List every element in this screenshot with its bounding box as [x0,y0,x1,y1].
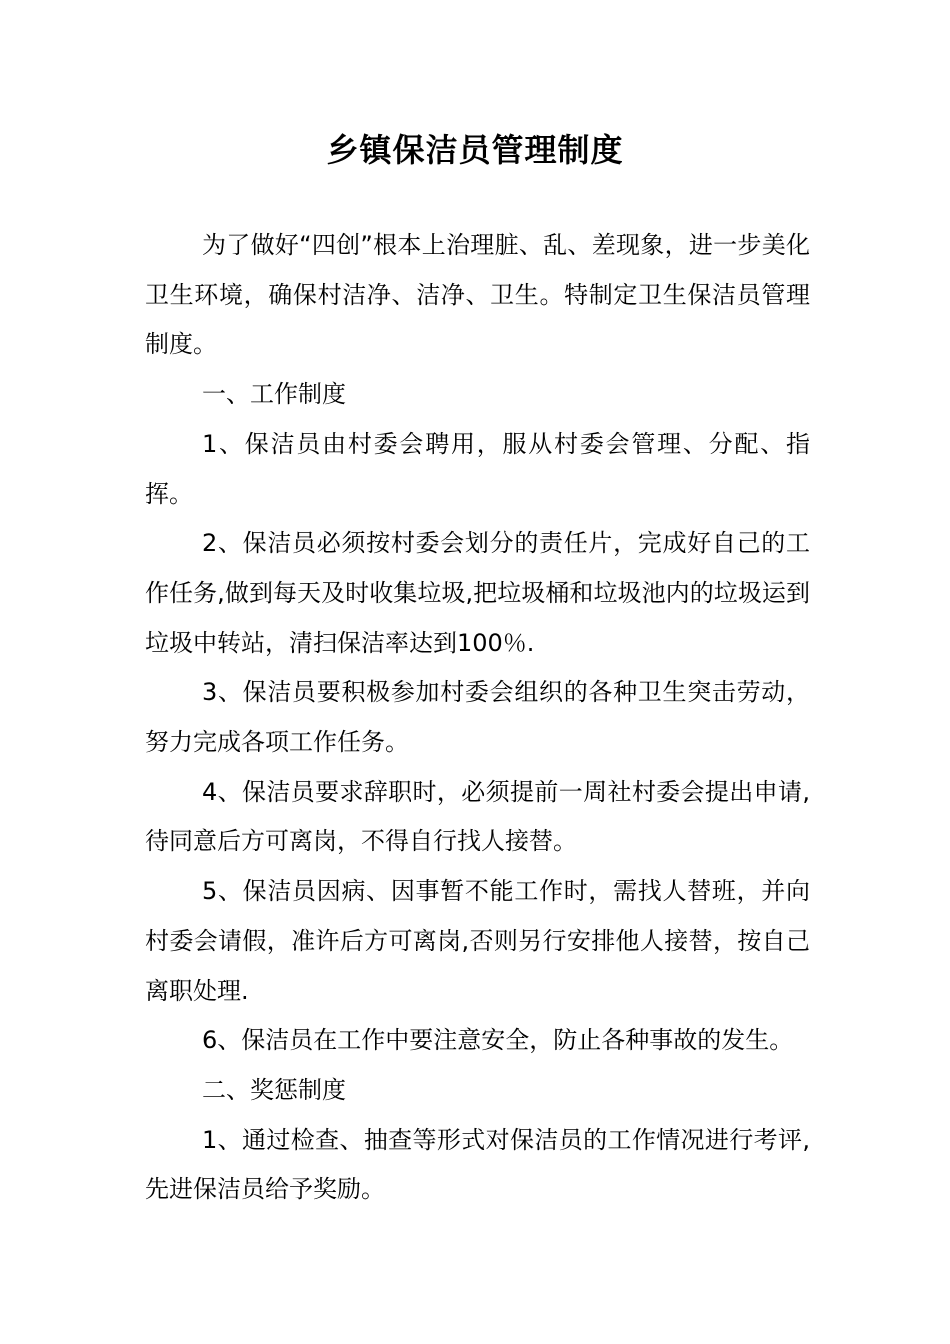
section-heading-rewards-penalties: 二、奖惩制度 [202,1075,346,1104]
rule-paragraph: 5、保洁员因病、因事暂不能工作时，需找人替班，并向村委会请假，准许后方可离岗,否则另行安排他人接替，按自己离职处理. [145,877,810,1005]
intro-paragraph: 为了做好“四创”根本上治理脏、乱、差现象，进一步美化卫生环境，确保村洁净、洁净、卫生。特制定卫生保洁员管理制度。 [145,231,810,359]
rule-paragraph: 1、通过检查、抽查等形式对保洁员的工作情况进行考评,先进保洁员给予奖励。 [145,1125,810,1204]
rule-paragraph: 3、保洁员要积极参加村委会组织的各种卫生突击劳动，努力完成各项工作任务。 [145,678,810,757]
rule-paragraph: 4、保洁员要求辞职时，必须提前一周社村委会提出申请,待同意后方可离岗，不得自行找人接替。 [145,777,810,856]
rule-paragraph: 1、保洁员由村委会聘用，服从村委会管理、分配、指挥。 [145,429,810,508]
rule-paragraph: 2、保洁员必须按村委会划分的责任片，完成好自己的工作任务,做到每天及时收集垃圾,把垃圾桶和垃圾池内的垃圾运到垃圾中转站，清扫保洁率达到100％. [145,529,810,657]
document-title: 乡镇保洁员管理制度 [326,131,624,169]
section-heading-work-rules: 一、工作制度 [202,380,346,409]
document-body [145,221,810,1215]
rule-paragraph: 6、保洁员在工作中要注意安全，防止各种事故的发生。 [202,1026,794,1055]
